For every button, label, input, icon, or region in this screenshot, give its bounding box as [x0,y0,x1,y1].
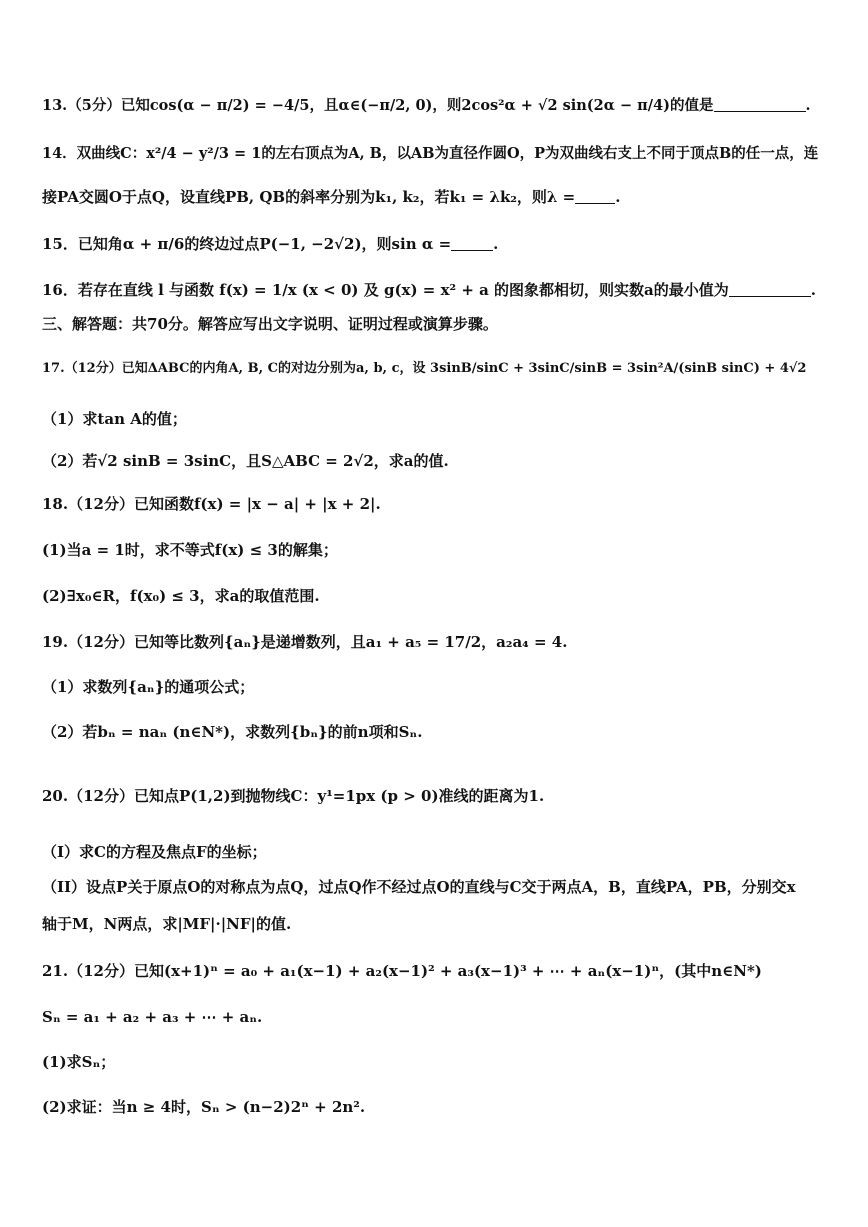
question-14-line-1 [42,143,832,165]
question-16-text: 16．若存在直线 l 与函数 f(x) = 1/x (x < 0) 及 g(x) = x² + a 的图象都相切，则实数a的最小值为 [42,281,729,299]
question-20-part-2-line-1 [42,876,832,898]
question-17-part-2 [42,450,832,472]
question-15-end: . [493,235,499,253]
question-13 [42,95,832,117]
question-19-part-1 [42,676,832,698]
question-13-text: 13.（5分）已知cos(α − π/2) = −4/5，且α∈(−π/2, 0)，则2cos²α + √2 sin(2α − π/4)的值是 [42,97,714,114]
question-17-part-2-text: （2）若√2 sinB = 3sinC，且S△ABC = 2√2，求a的值. [42,452,449,470]
question-18 [42,493,832,515]
question-18-part-2-text: (2)∃x₀∈R，f(x₀) ≤ 3，求a的取值范围. [42,587,320,605]
question-14-text-2: 接PA交圆O于点Q，设直线PB, QB的斜率分别为k₁, k₂，若k₁ = λk₂，则λ = [42,188,576,206]
question-18-text: 18.（12分）已知函数f(x) = |x − a| + |x + 2|. [42,495,381,513]
question-14-line-2 [42,186,832,208]
question-19-part-2-text: （2）若bₙ = naₙ (n∈N*)，求数列{bₙ}的前n项和Sₙ. [42,723,423,741]
question-21-part-1-text: (1)求Sₙ； [42,1053,116,1071]
question-20-text: 20.（12分）已知点P(1,2)到抛物线C：y¹=1px (p > 0)准线的距离为1. [42,787,545,805]
question-20-part-1 [42,841,832,863]
question-21-text: 21.（12分）已知(x+1)ⁿ = a₀ + a₁(x−1) + a₂(x−1)² + a₃(x−1)³ + ⋯ + aₙ(x−1)ⁿ，(其中n∈N*) [42,962,762,980]
section-3-text: 三、解答题：共70分。解答应写出文字说明、证明过程或演算步骤。 [42,315,498,333]
question-15-text: 15．已知角α + π/6的终边过点P(−1, −2√2)，则sin α = [42,235,452,253]
question-20-part-1-text: （I）求C的方程及焦点F的坐标； [42,843,267,861]
section-3-heading [42,313,832,335]
question-17-part-1-text: （1）求tan A的值； [42,410,187,428]
question-18-part-1 [42,539,832,561]
question-17 [42,358,832,380]
answer-blank-14 [575,189,615,204]
question-18-part-1-text: (1)当a = 1时，求不等式f(x) ≤ 3的解集； [42,541,338,559]
question-20-part-2-line-2 [42,913,832,935]
question-21 [42,960,832,982]
answer-blank-16 [729,282,811,297]
question-15 [42,233,832,255]
question-17-text: 17.（12分）已知ΔABC的内角A, B, C的对边分别为a, b, c，设 3sinB/sinC + 3sinC/sinB = 3sin²A/(sinB sinC) + 4√2 [42,361,807,376]
question-18-part-2 [42,585,832,607]
question-16 [42,279,832,301]
question-20 [42,785,832,807]
question-20-part-2-text-1: （II）设点P关于原点O的对称点为点Q，过点Q作不经过点O的直线与C交于两点A，B，直线PA，PB，分别交x [42,878,796,896]
answer-blank-13 [714,97,806,112]
question-21-sum-text: Sₙ = a₁ + a₂ + a₃ + ⋯ + aₙ. [42,1008,263,1026]
question-21-part-1 [42,1051,832,1073]
question-21-part-2 [42,1096,832,1118]
question-17-part-1 [42,408,832,430]
question-21-sum-def [42,1006,832,1028]
question-20-part-2-text-2: 轴于M，N两点，求|MF|·|NF|的值. [42,915,292,933]
answer-blank-15 [451,236,493,251]
question-16-end: . [810,281,817,299]
question-14-text-1: 14．双曲线C：x²/4 − y²/3 = 1的左右顶点为A, B，以AB为直径作圆O，P为双曲线右支上不同于顶点B的任一点，连 [42,145,819,162]
question-19-text: 19.（12分）已知等比数列{aₙ}是递增数列，且a₁ + a₅ = 17/2，a₂a₄ = 4. [42,633,568,651]
question-21-part-2-text: (2)求证：当n ≥ 4时，Sₙ > (n−2)2ⁿ + 2n². [42,1098,366,1116]
question-19 [42,631,832,653]
question-14-end: . [615,188,621,206]
question-19-part-2 [42,721,832,743]
question-13-end: . [805,97,811,114]
question-19-part-1-text: （1）求数列{aₙ}的通项公式； [42,678,255,696]
